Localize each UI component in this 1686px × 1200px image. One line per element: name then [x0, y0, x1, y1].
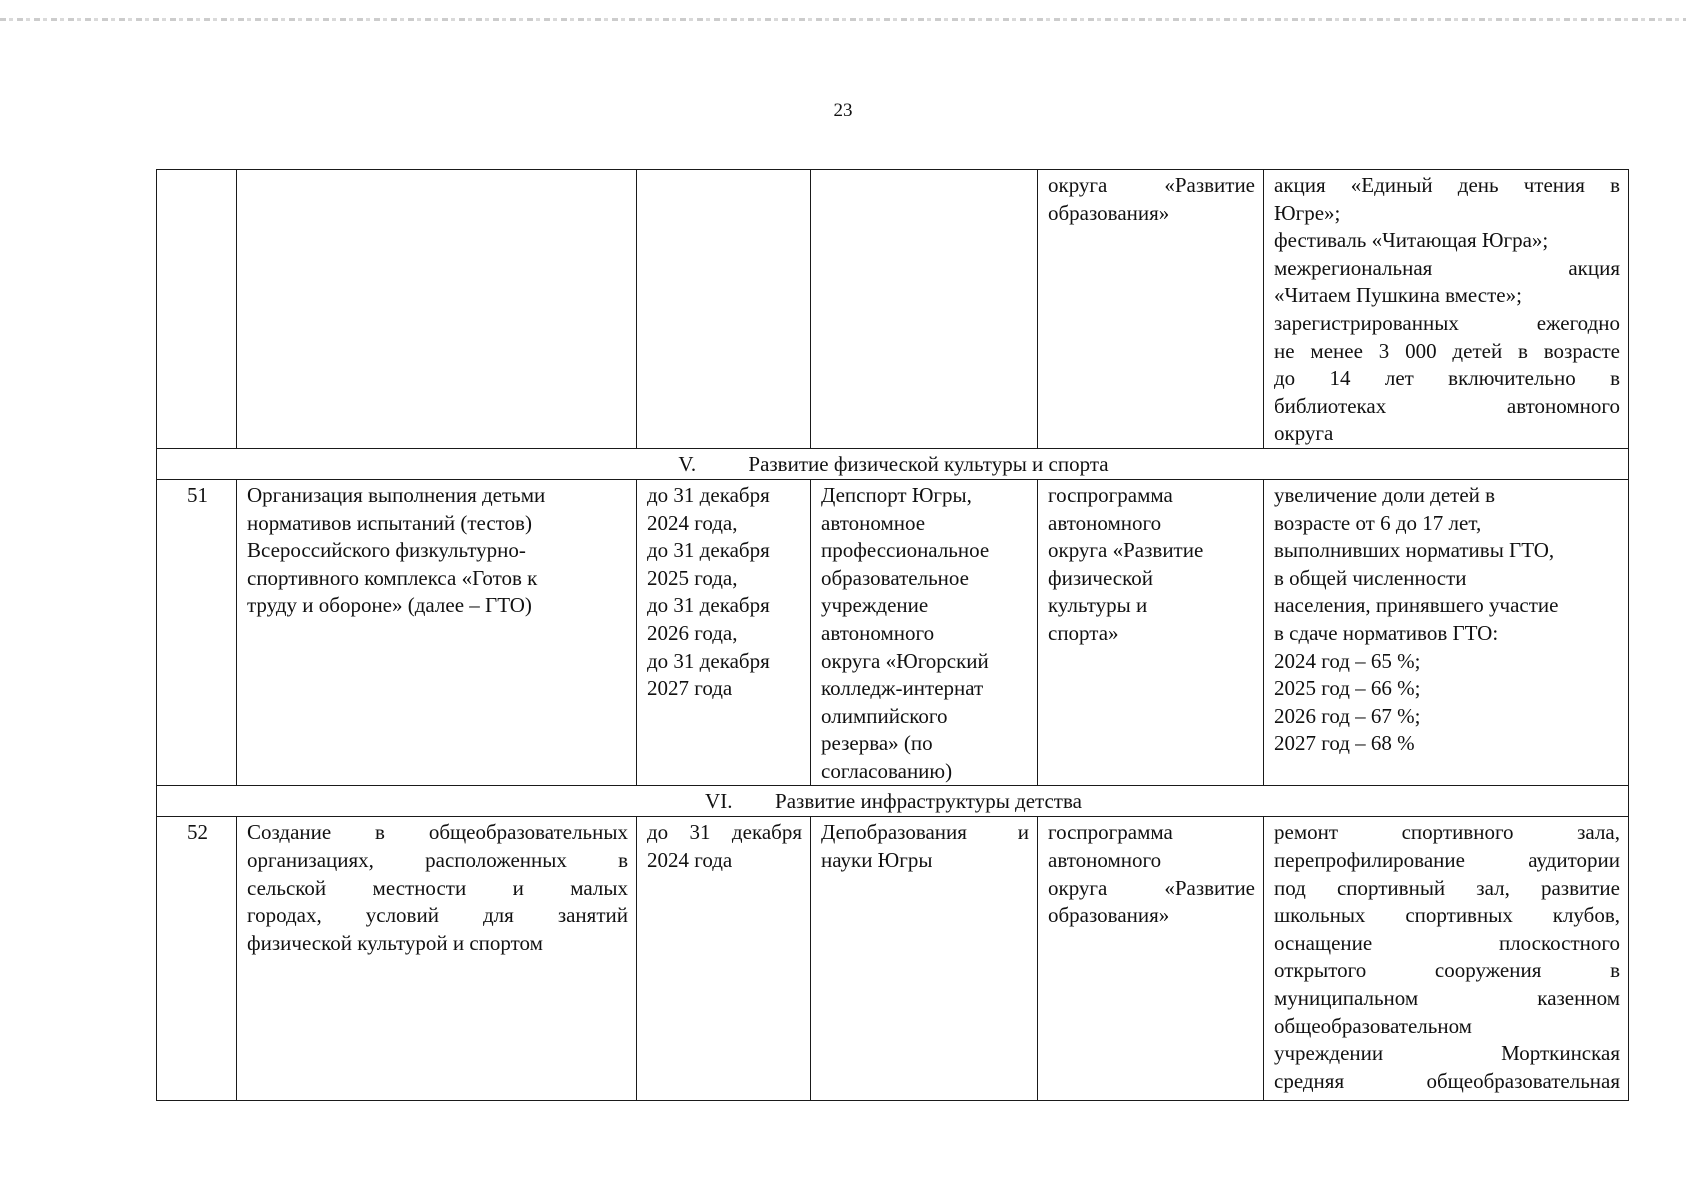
- text-line: госпрограмма: [1048, 482, 1173, 507]
- text-line: до 31 декабря: [647, 648, 770, 673]
- text-line: науки Югры: [821, 848, 933, 873]
- plan-table: [156, 169, 1629, 1101]
- text-line: резерва» (по: [821, 731, 933, 756]
- cell-activity: [237, 817, 637, 1101]
- text-line: оснащение плоскостного: [1274, 930, 1620, 955]
- text-line: в общей численности: [1274, 565, 1467, 590]
- text-line: общеобразовательном: [1274, 1013, 1472, 1038]
- section-header-row: [157, 786, 1629, 817]
- cell-deadline: [637, 479, 811, 786]
- cell-responsible: [811, 817, 1038, 1101]
- text-line: открытого сооружения в: [1274, 958, 1620, 983]
- text-line: межрегиональная акция: [1274, 255, 1620, 280]
- text-line: образовательное: [821, 565, 969, 590]
- cell-source: [1038, 170, 1264, 449]
- text-line: «Читаем Пушкина вместе»;: [1274, 283, 1522, 308]
- text-line: до 31 декабря: [647, 538, 770, 563]
- cell-result: [1264, 170, 1629, 449]
- section-header-row: [157, 448, 1629, 479]
- text-line: автономного: [821, 620, 935, 645]
- text-line: Организация выполнения детьми: [247, 482, 546, 507]
- cell-source: [1038, 479, 1264, 786]
- text-line: выполнивших нормативы ГТО,: [1274, 538, 1555, 563]
- text-line: увеличение доли детей в: [1274, 482, 1496, 507]
- text-line: спорта»: [1048, 620, 1119, 645]
- cell-source: [1038, 817, 1264, 1101]
- text-line: перепрофилирование аудитории: [1274, 848, 1620, 873]
- text-line: учреждении Морткинская: [1274, 1041, 1620, 1066]
- text-line: в сдаче нормативов ГТО:: [1274, 620, 1499, 645]
- text-line: муниципальном казенном: [1274, 986, 1620, 1011]
- text-line: автономное: [821, 510, 926, 535]
- text-line: 2026 год – 67 %;: [1274, 703, 1421, 728]
- cell-result: [1264, 817, 1629, 1101]
- text-line: фестиваль «Читающая Югра»;: [1274, 228, 1549, 253]
- text-line: 2026 года,: [647, 620, 738, 645]
- text-line: олимпийского: [821, 703, 948, 728]
- text-line: 2025 год – 66 %;: [1274, 676, 1421, 701]
- text-line: колледж-интернат: [821, 676, 984, 701]
- table-row: [157, 479, 1629, 786]
- text-line: Всероссийского физкультурно-: [247, 538, 526, 563]
- cell-number-empty: [157, 170, 237, 449]
- text-line: Депспорт Югры,: [821, 482, 972, 507]
- text-line: автономного: [1048, 510, 1162, 535]
- text-line: до 31 декабря: [647, 482, 770, 507]
- cell-number: 52: [157, 817, 237, 1101]
- text-line: не менее 3 000 детей в возрасте: [1274, 338, 1620, 363]
- text-line: школьных спортивных клубов,: [1274, 903, 1620, 928]
- text-line: Депобразования и: [821, 820, 1029, 845]
- cell-activity-empty: [237, 170, 637, 449]
- text-line: профессиональное: [821, 538, 990, 563]
- cell-result: [1264, 479, 1629, 786]
- section-title: Развитие инфраструктуры детства: [775, 789, 1082, 814]
- text-line: округа «Югорский: [821, 648, 989, 673]
- cell-number: 51: [157, 479, 237, 786]
- section-roman-numeral: VI.: [705, 789, 733, 814]
- section-roman-numeral: V.: [678, 451, 697, 476]
- cell-deadline-empty: [637, 170, 811, 449]
- text-line: 2027 год – 68 %: [1274, 731, 1415, 756]
- text-line: нормативов испытаний (тестов): [247, 510, 532, 535]
- text-line: до 31 декабря: [647, 820, 802, 845]
- section-title: Развитие физической культуры и спорта: [748, 451, 1109, 476]
- cell-responsible: [811, 479, 1038, 786]
- text-line: 2024 год – 65 %;: [1274, 648, 1421, 673]
- text-line: труду и обороне» (далее – ГТО): [247, 593, 532, 618]
- cell-deadline: [637, 817, 811, 1101]
- section-header-v: [157, 448, 1629, 479]
- text-line: округа «Развитие: [1048, 875, 1255, 900]
- text-line: возрасте от 6 до 17 лет,: [1274, 510, 1482, 535]
- text-line: культуры и: [1048, 593, 1148, 618]
- scan-edge-artifact: [0, 18, 1686, 21]
- text-line: 2027 года: [647, 676, 733, 701]
- text-line: 2024 года: [647, 848, 733, 873]
- text-line: округа «Развитие: [1048, 173, 1255, 197]
- text-line: 2025 года,: [647, 565, 738, 590]
- cell-responsible-empty: [811, 170, 1038, 449]
- text-line: согласованию): [821, 758, 953, 783]
- text-line: организациях, расположенных в: [247, 848, 628, 873]
- table-row: [157, 817, 1629, 1101]
- text-line: Югре»;: [1274, 200, 1341, 225]
- cell-activity: [237, 479, 637, 786]
- text-line: автономного: [1048, 848, 1162, 873]
- text-line: учреждение: [821, 593, 929, 618]
- text-line: госпрограмма: [1048, 820, 1173, 845]
- text-line: ремонт спортивного зала,: [1274, 820, 1620, 845]
- text-line: образования»: [1048, 903, 1170, 928]
- text-line: до 14 лет включительно в: [1274, 366, 1620, 391]
- text-line: до 31 декабря: [647, 593, 770, 618]
- text-line: образования»: [1048, 200, 1170, 225]
- page-number: 23: [833, 100, 853, 121]
- text-line: библиотеках автономного: [1274, 393, 1620, 418]
- text-line: сельской местности и малых: [247, 875, 628, 900]
- text-line: округа: [1274, 421, 1334, 446]
- text-line: физической: [1048, 565, 1153, 590]
- text-line: зарегистрированных ежегодно: [1274, 310, 1620, 335]
- section-header-vi: [157, 786, 1629, 817]
- text-line: средняя общеобразовательная: [1274, 1068, 1620, 1093]
- text-line: под спортивный зал, развитие: [1274, 875, 1620, 900]
- table-row-continuation: [157, 170, 1629, 449]
- text-line: городах, условий для занятий: [247, 903, 628, 928]
- text-line: физической культурой и спортом: [247, 930, 543, 955]
- text-line: спортивного комплекса «Готов к: [247, 565, 538, 590]
- text-line: акция «Единый день чтения в: [1274, 173, 1620, 197]
- text-line: округа «Развитие: [1048, 538, 1204, 563]
- text-line: 2024 года,: [647, 510, 738, 535]
- text-line: населения, принявшего участие: [1274, 593, 1559, 618]
- text-line: Создание в общеобразовательных: [247, 820, 628, 845]
